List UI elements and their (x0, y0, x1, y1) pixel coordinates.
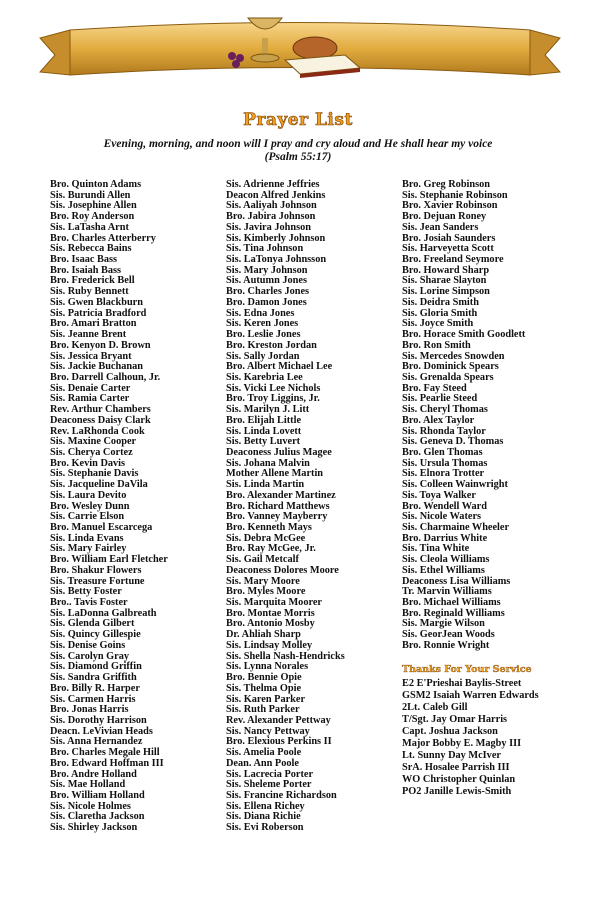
prayer-name: Bro.. Tavis Foster (50, 597, 128, 609)
prayer-name: Sis. Diana Richie (226, 811, 301, 823)
prayer-name: Sis. Shirley Jackson (50, 822, 138, 834)
prayer-name: Sis. Sheleme Porter (226, 779, 312, 791)
prayer-name: Sis. Cheryl Thomas (402, 404, 488, 416)
prayer-name: Sis. Linda Martin (226, 479, 305, 491)
prayer-name: Sis. Tina Johnson (226, 243, 304, 255)
service-member-name: T/Sgt. Jay Omar Harris (402, 714, 508, 725)
prayer-name: Sis. Elnora Trotter (402, 468, 485, 480)
prayer-name: Sis. Glenda Gilbert (50, 618, 135, 630)
prayer-name: Bro. Edward Hoffman III (50, 757, 164, 769)
prayer-name: Sis. Marilyn J. Litt (226, 404, 310, 416)
prayer-name: Sis. Adrienne Jeffries (226, 179, 320, 190)
prayer-name: Bro. William Holland (50, 789, 145, 801)
verse-reference: (Psalm 55:17) (264, 151, 332, 163)
service-member-name: 2Lt. Caleb Gill (402, 702, 468, 713)
prayer-name: Bro. Darrius White (402, 532, 488, 544)
prayer-name: Sis. Laura Devito (50, 489, 127, 501)
prayer-name: Sis. Aaliyah Johnson (226, 200, 317, 212)
service-list (402, 678, 539, 798)
prayer-name: Sis. Mary Fairley (50, 543, 127, 555)
prayer-name: Dr. Ahliah Sharp (226, 629, 301, 641)
service-member-name: SrA. Hosalee Parrish III (402, 762, 510, 773)
prayer-name: Rev. LaRhonda Cook (50, 425, 145, 437)
bread-icon (293, 37, 337, 59)
prayer-name: Sis. Denaie Carter (50, 382, 131, 394)
prayer-name: Sis. Stephanie Robinson (402, 189, 508, 201)
prayer-name: Bro. Josiah Saunders (402, 232, 496, 244)
prayer-name: Deacon Alfred Jenkins (226, 189, 326, 201)
prayer-name: Deaconess Daisy Clark (50, 414, 151, 426)
service-member-name: GSM2 Isaiah Warren Edwards (402, 690, 539, 701)
prayer-name: Sis. Betty Foster (50, 586, 122, 598)
prayer-name: Sis. Nicole Holmes (50, 800, 131, 812)
prayer-name: Sis. LaTonya Johnsson (226, 254, 327, 266)
prayer-name: Tr. Marvin Williams (402, 586, 492, 598)
page-title: Prayer List (243, 110, 353, 130)
prayer-name: Bro. Reginald Williams (402, 607, 505, 619)
prayer-name: Sis. Anna Hernandez (50, 736, 143, 748)
prayer-name: Bro. Vanney Mayberry (226, 511, 328, 523)
prayer-name: Bro. Alexander Martinez (226, 489, 336, 501)
prayer-name: Deaconess Julius Magee (226, 446, 332, 458)
service-heading: Thanks For Your Service (402, 664, 532, 675)
prayer-name: Bro. Glen Thomas (402, 446, 483, 458)
prayer-name: Sis. Tina White (402, 543, 470, 555)
prayer-name: Bro. Kevin Davis (50, 457, 126, 469)
prayer-name: Bro. Billy R. Harper (50, 682, 140, 694)
prayer-name: Sis. Jeanne Brent (50, 329, 127, 341)
prayer-name: Bro. Darrell Calhoun, Jr. (50, 371, 161, 383)
service-member-name: PO2 Janille Lewis-Smith (402, 786, 512, 797)
prayer-name: Sis. Vicki Lee Nichols (226, 382, 321, 394)
prayer-name: Sis. Gail Metcalf (226, 554, 299, 566)
prayer-name: Bro. Ray McGee, Jr. (226, 543, 316, 555)
prayer-name: Sis. Deidra Smith (402, 296, 479, 308)
prayer-name: Sis. Marquita Moorer (226, 597, 323, 609)
prayer-name: Sis. Claretha Jackson (50, 811, 145, 823)
prayer-name: Bro. Michael Williams (402, 597, 501, 609)
prayer-name: Sis. Joyce Smith (402, 318, 474, 330)
service-member-name: E2 E'Prieshai Baylis-Street (402, 678, 522, 689)
prayer-name: Bro. Fay Steed (402, 382, 467, 394)
prayer-name: Rev. Arthur Chambers (50, 404, 151, 416)
prayer-name: Bro. Kreston Jordan (226, 339, 317, 351)
prayer-name: Sis. Sally Jordan (226, 350, 300, 362)
prayer-name: Sis. Burundi Allen (50, 189, 131, 201)
prayer-name: Sis. Keren Jones (226, 318, 299, 330)
prayer-name: Sis. Lynna Norales (226, 661, 309, 673)
prayer-name: Sis. Rhonda Taylor (402, 425, 486, 437)
prayer-name: Sis. Sharae Slayton (402, 275, 487, 287)
service-member-name: WO Christopher Quinlan (402, 774, 516, 785)
prayer-name: Deaconess Dolores Moore (226, 564, 339, 576)
prayer-name: Bro. Isaiah Bass (50, 264, 122, 276)
prayer-name: Bro. Greg Robinson (402, 179, 491, 190)
prayer-name: Sis. Mercedes Snowden (402, 350, 505, 362)
prayer-name: Bro. Antonio Mosby (226, 618, 315, 630)
prayer-name: Bro. Xavier Robinson (402, 200, 498, 212)
prayer-name: Rev. Alexander Pettway (226, 714, 331, 726)
prayer-name: Sis. Karen Parker (226, 693, 306, 705)
prayer-name: Sis. Ruby Bennett (50, 286, 129, 298)
prayer-name: Sis. Dorothy Harrison (50, 714, 147, 726)
service-member-name: Major Bobby E. Magby III (402, 738, 522, 749)
prayer-name: Bro. Andre Holland (50, 768, 137, 780)
prayer-name: Sis. Jackie Buchanan (50, 361, 143, 373)
prayer-name: Bro. Alex Taylor (402, 414, 475, 426)
prayer-name: Sis. Autumn Jones (226, 275, 307, 287)
prayer-name: Sis. Linda Lovett (226, 425, 302, 437)
prayer-name: Bro. Freeland Seymore (402, 254, 504, 266)
prayer-name: Bro. Jabira Johnson (226, 211, 316, 223)
prayer-name: Sis. Carmen Harris (50, 693, 136, 705)
prayer-name: Sis. Ramia Carter (50, 393, 130, 405)
prayer-name: Bro. Myles Moore (226, 586, 306, 598)
prayer-name: Bro. William Earl Fletcher (50, 554, 168, 566)
prayer-name: Sis. Kimberly Johnson (226, 232, 326, 244)
prayer-name: Sis. Lorine Simpson (402, 286, 490, 298)
prayer-name: Bro. Elijah Little (226, 414, 302, 426)
prayer-name: Sis. Maxine Cooper (50, 436, 137, 448)
prayer-name: Bro. Frederick Bell (50, 275, 135, 287)
prayer-name: Sis. Harveyetta Scott (402, 243, 494, 255)
prayer-name: Bro. Troy Liggins, Jr. (226, 393, 320, 405)
prayer-name: Sis. Linda Evans (50, 532, 124, 544)
verse-block (20, 138, 576, 164)
prayer-name: Mother Allene Martin (226, 468, 324, 480)
prayer-name: Bro. Roy Anderson (50, 211, 135, 223)
prayer-name: Sis. Cherya Cortez (50, 446, 133, 458)
prayer-name: Sis. Mary Johnson (226, 264, 308, 276)
prayer-name: Sis. Quincy Gillespie (50, 629, 141, 641)
prayer-name: Sis. Ruth Parker (226, 704, 300, 716)
prayer-name: Sis. Denise Goins (50, 639, 126, 651)
prayer-name: Bro. Charles Jones (226, 286, 310, 298)
prayer-name: Bro. Leslie Jones (226, 329, 301, 341)
prayer-name: Bro. Dominick Spears (402, 361, 499, 373)
prayer-name: Sis. Johana Malvin (226, 457, 310, 469)
prayer-name: Sis. Nancy Pettway (226, 725, 310, 737)
prayer-name: Sis. Shella Nash-Hendricks (226, 650, 345, 662)
prayer-name: Bro. Manuel Escarcega (50, 522, 153, 533)
prayer-name: Sis. Ethel Williams (402, 564, 485, 576)
prayer-name: Sis. Mae Holland (50, 779, 126, 791)
prayer-name: Sis. Carolyn Gray (50, 650, 130, 662)
prayer-name: Sis. Thelma Opie (226, 682, 302, 694)
prayer-name: Deaconess Lisa Williams (402, 575, 511, 587)
prayer-name: Dean. Ann Poole (226, 757, 299, 769)
prayer-name: Bro. Richard Matthews (226, 500, 330, 512)
prayer-column-2 (226, 180, 345, 834)
prayer-name: Sis. Jean Sanders (402, 221, 479, 233)
prayer-name: Sis. Treasure Fortune (50, 575, 145, 587)
prayer-name: Bro. Ronnie Wright (402, 639, 490, 651)
prayer-name: Bro. Damon Jones (226, 296, 307, 308)
prayer-name: Sis. Gwen Blackburn (50, 296, 143, 308)
prayer-name: Sis. Gloria Smith (402, 307, 478, 319)
prayer-name: Sis. Edna Jones (226, 307, 295, 319)
prayer-name: Deacn. LeVivian Heads (50, 725, 153, 737)
prayer-name: Bro. Wesley Dunn (50, 500, 130, 512)
prayer-name: Sis. LaTasha Arnt (50, 221, 129, 233)
prayer-name: Bro. Kenneth Mays (226, 522, 312, 533)
service-member-name: Capt. Joshua Jackson (402, 726, 498, 737)
prayer-name: Bro. Albert Michael Lee (226, 361, 333, 373)
prayer-name: Bro. Horace Smith Goodlett (402, 329, 526, 341)
prayer-name: Sis. Josephine Allen (50, 200, 137, 212)
prayer-name: Sis. Sandra Griffith (50, 672, 137, 684)
prayer-name: Bro. Charles Atterberry (50, 232, 156, 244)
prayer-name: Bro. Quinton Adams (50, 179, 142, 190)
prayer-name: Sis. Evi Roberson (226, 822, 304, 834)
prayer-name: Sis. Patricia Bradford (50, 307, 147, 319)
prayer-name: Sis. Jacqueline DaVila (50, 479, 148, 491)
prayer-name: Sis. Toya Walker (402, 489, 476, 501)
prayer-name: Sis. Ellena Richey (226, 800, 305, 812)
prayer-name: Bro. Amari Bratton (50, 318, 137, 330)
prayer-name: Sis. Amelia Poole (226, 747, 302, 759)
prayer-name: Sis. Colleen Wainwright (402, 479, 508, 491)
prayer-name: Sis. Diamond Griffin (50, 661, 142, 673)
prayer-name: Sis. Karebria Lee (226, 371, 303, 383)
prayer-name: Bro. Jonas Harris (50, 704, 129, 716)
prayer-name: Bro. Elexious Perkins II (226, 736, 332, 748)
prayer-name: Sis. Lindsay Molley (226, 639, 313, 651)
prayer-name: Sis. Grenalda Spears (402, 371, 494, 383)
prayer-name: Sis. LaDonna Galbreath (50, 607, 157, 619)
prayer-name: Sis. Carrie Elson (50, 511, 125, 523)
prayer-name: Sis. Charmaine Wheeler (402, 522, 510, 533)
prayer-name: Sis. Javira Johnson (226, 221, 311, 233)
prayer-name: Bro. Dejuan Roney (402, 211, 487, 223)
prayer-name: Bro. Shakur Flowers (50, 564, 142, 576)
prayer-name: Bro. Charles Megale Hill (50, 747, 160, 759)
prayer-name: Sis. Cleola Williams (402, 554, 490, 566)
prayer-name: Bro. Wendell Ward (402, 500, 487, 512)
service-member-name: Lt. Sunny Day McIver (402, 750, 501, 761)
prayer-name: Sis. Mary Moore (226, 575, 300, 587)
prayer-name: Sis. GeorJean Woods (402, 629, 495, 641)
prayer-name: Sis. Rebecca Bains (50, 243, 132, 255)
prayer-name: Sis. Stephanie Davis (50, 468, 139, 480)
prayer-name: Sis. Geneva D. Thomas (402, 436, 504, 448)
prayer-name: Sis. Betty Luvert (226, 436, 301, 448)
prayer-name: Sis. Ursula Thomas (402, 457, 488, 469)
prayer-name: Sis. Francine Richardson (226, 789, 337, 801)
prayer-column-1 (50, 180, 168, 834)
prayer-name: Bro. Isaac Bass (50, 254, 118, 266)
prayer-name: Bro. Bennie Opie (226, 672, 302, 684)
prayer-name: Bro. Howard Sharp (402, 264, 490, 276)
prayer-name: Sis. Nicole Waters (402, 511, 482, 523)
prayer-name: Sis. Lacrecia Porter (226, 768, 314, 780)
prayer-name: Bro. Kenyon D. Brown (50, 339, 151, 351)
verse-text: Evening, morning, and noon will I pray and cry aloud and He shall hear my voice (103, 138, 493, 150)
prayer-name: Sis. Margie Wilson (402, 618, 485, 630)
prayer-name: Bro. Ron Smith (402, 339, 471, 351)
decorative-banner (0, 0, 596, 100)
prayer-column-3 (402, 180, 525, 652)
prayer-name: Sis. Debra McGee (226, 532, 306, 544)
prayer-name: Sis. Jessica Bryant (50, 350, 132, 362)
prayer-name: Sis. Pearlie Steed (402, 393, 478, 405)
prayer-name: Bro. Montae Morris (226, 607, 315, 619)
